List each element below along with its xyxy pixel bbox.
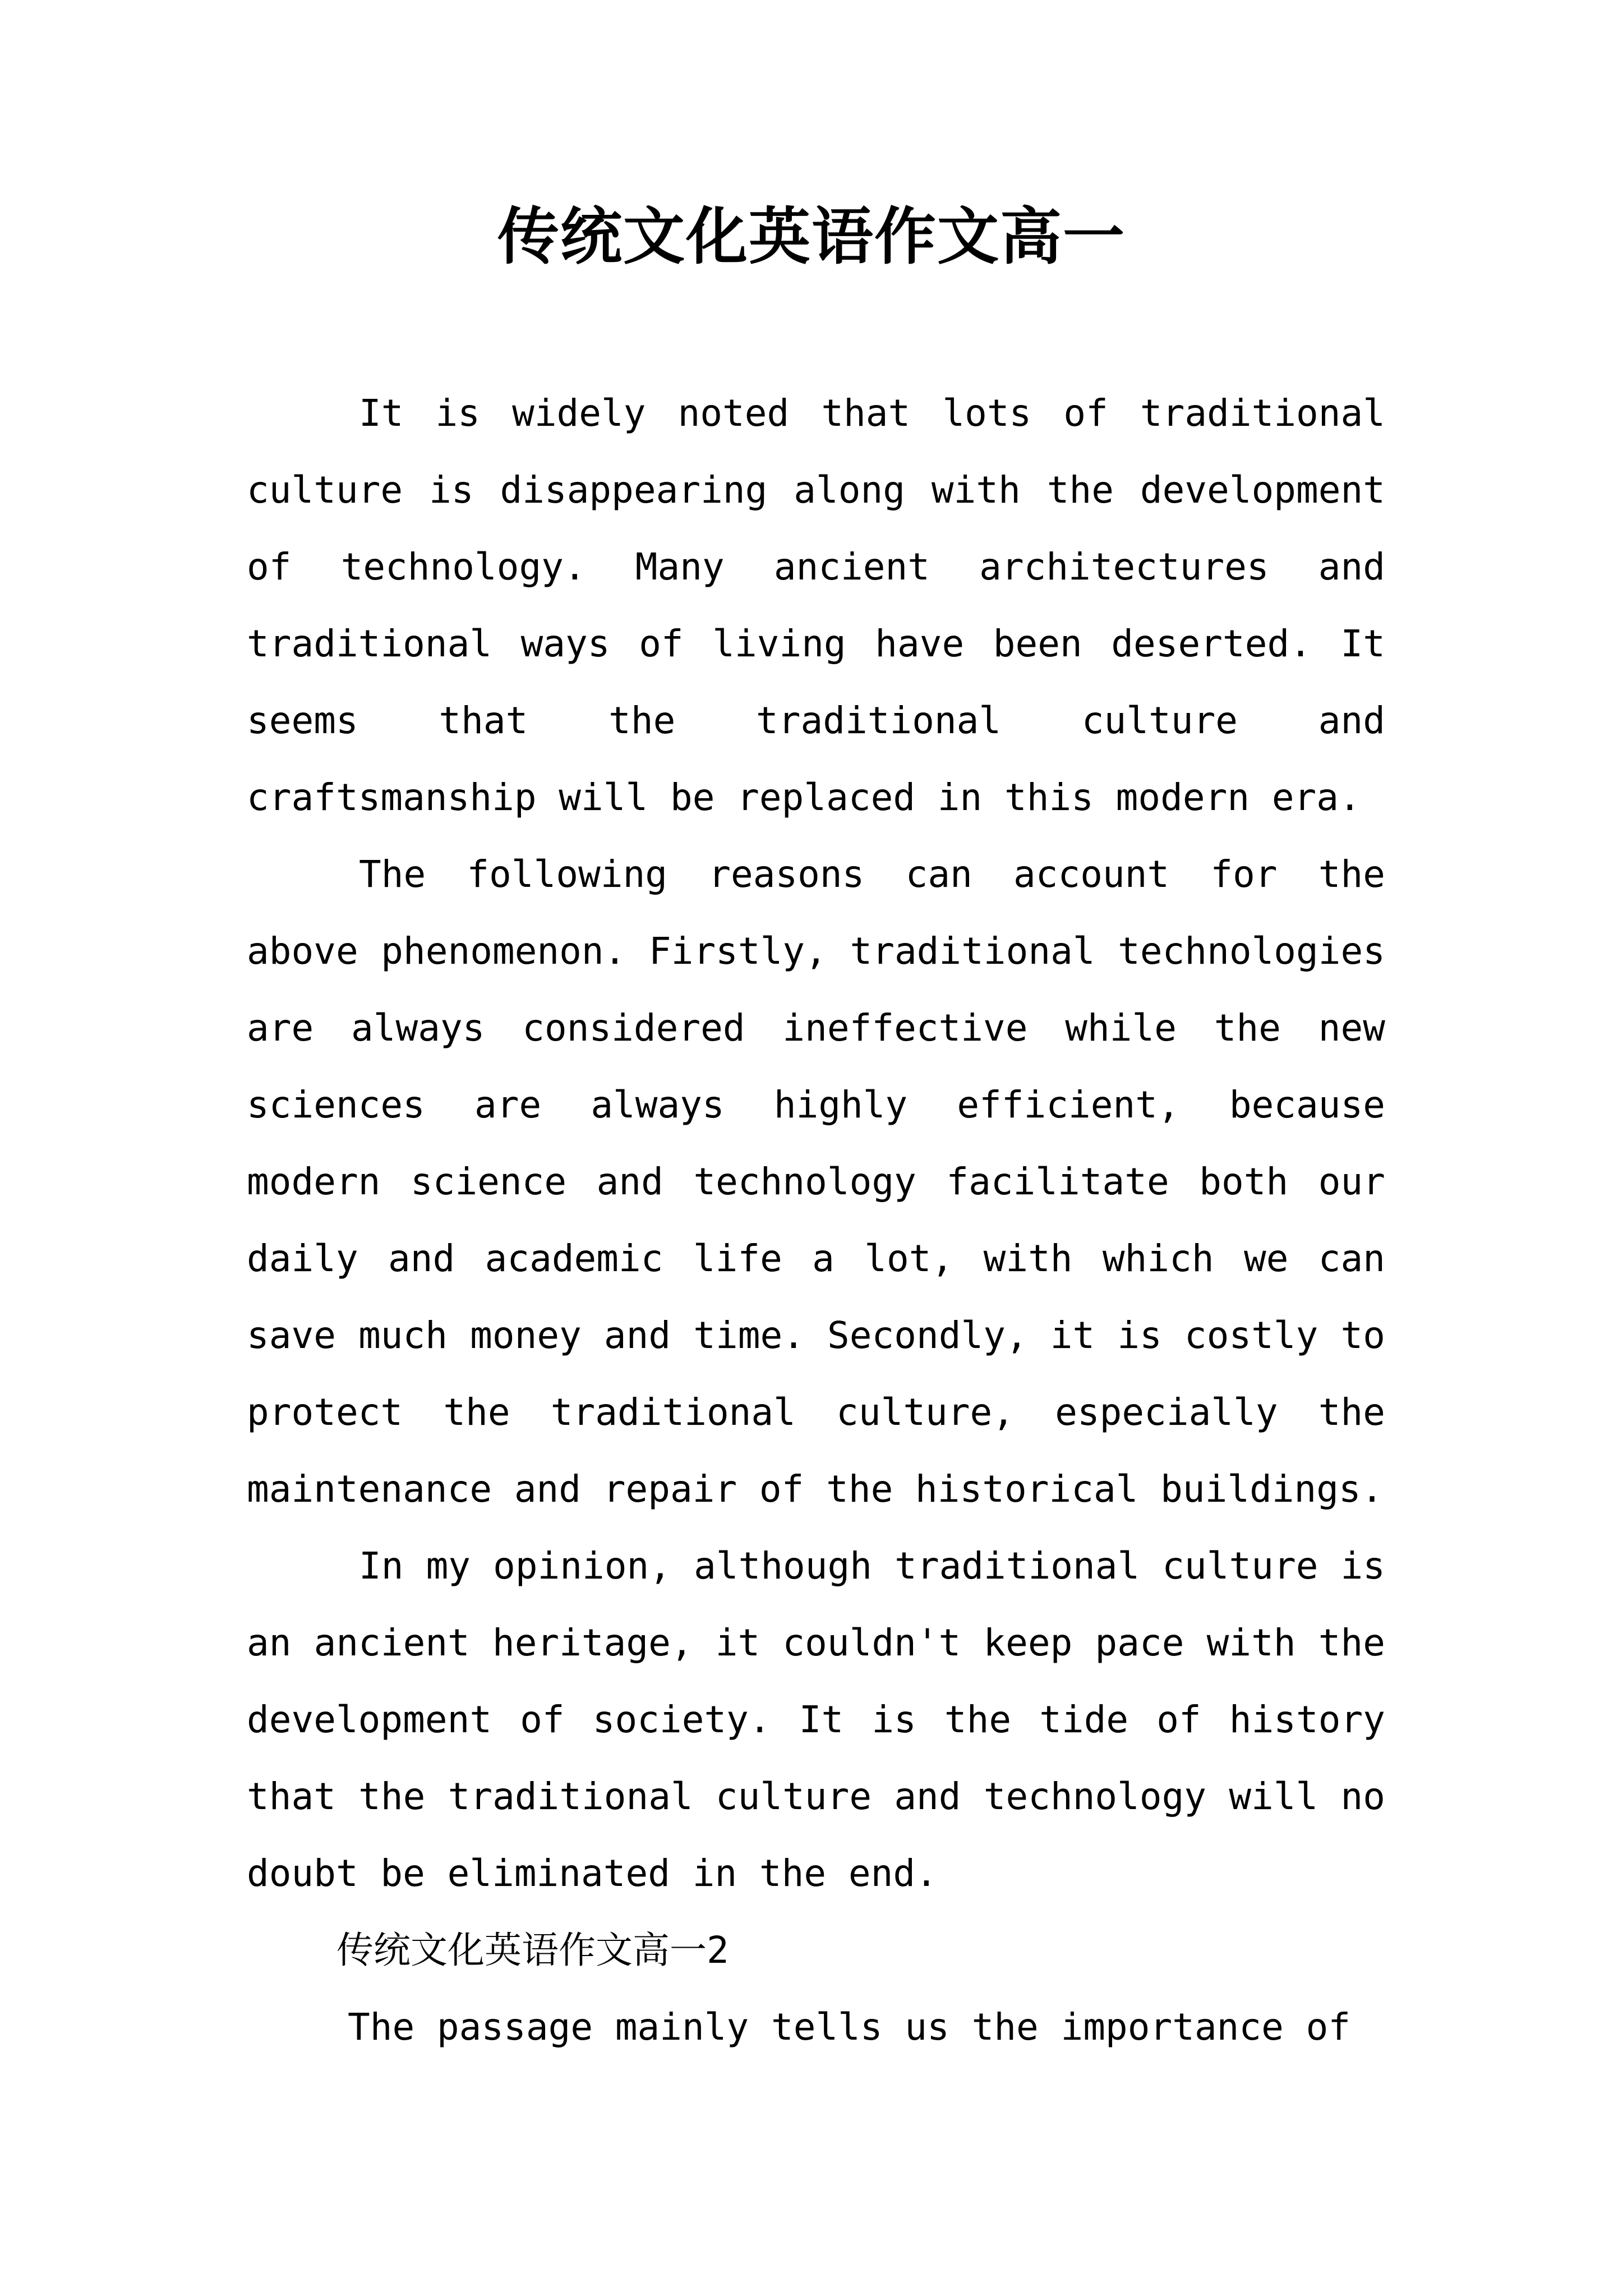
section-2-heading: 传统文化英语作文高一2: [336, 1929, 729, 1972]
document-body: [247, 375, 1385, 2065]
section-2-first-line: The passage mainly tells us the importance of: [348, 2005, 1351, 2049]
page-title: 传统文化英语作文高一: [497, 200, 1126, 273]
paragraph-2: The following reasons can account for the above phenomenon. Firstly, traditional technologies are always considered ineffective while the new sciences are always highly efficient, because modern science and technology facilitate both our daily and academic life a lot, with which we can save much money and time. Secondly, it is costly to protect the traditional culture, especially the maintenance and repair of the historical buildings.: [247, 853, 1385, 1511]
paragraph-3: In my opinion, although traditional culture is an ancient heritage, it couldn't keep pace with the development of society. It is the tide of history that the traditional culture and technology will no doubt be eliminated in the end.: [247, 1544, 1385, 1895]
paragraph-1: It is widely noted that lots of traditional culture is disappearing along with the development of technology. Many ancient architectures and traditional ways of living have been deserted. It seems that the traditional culture and craftsmanship will be replaced in this modern era.: [247, 392, 1385, 819]
